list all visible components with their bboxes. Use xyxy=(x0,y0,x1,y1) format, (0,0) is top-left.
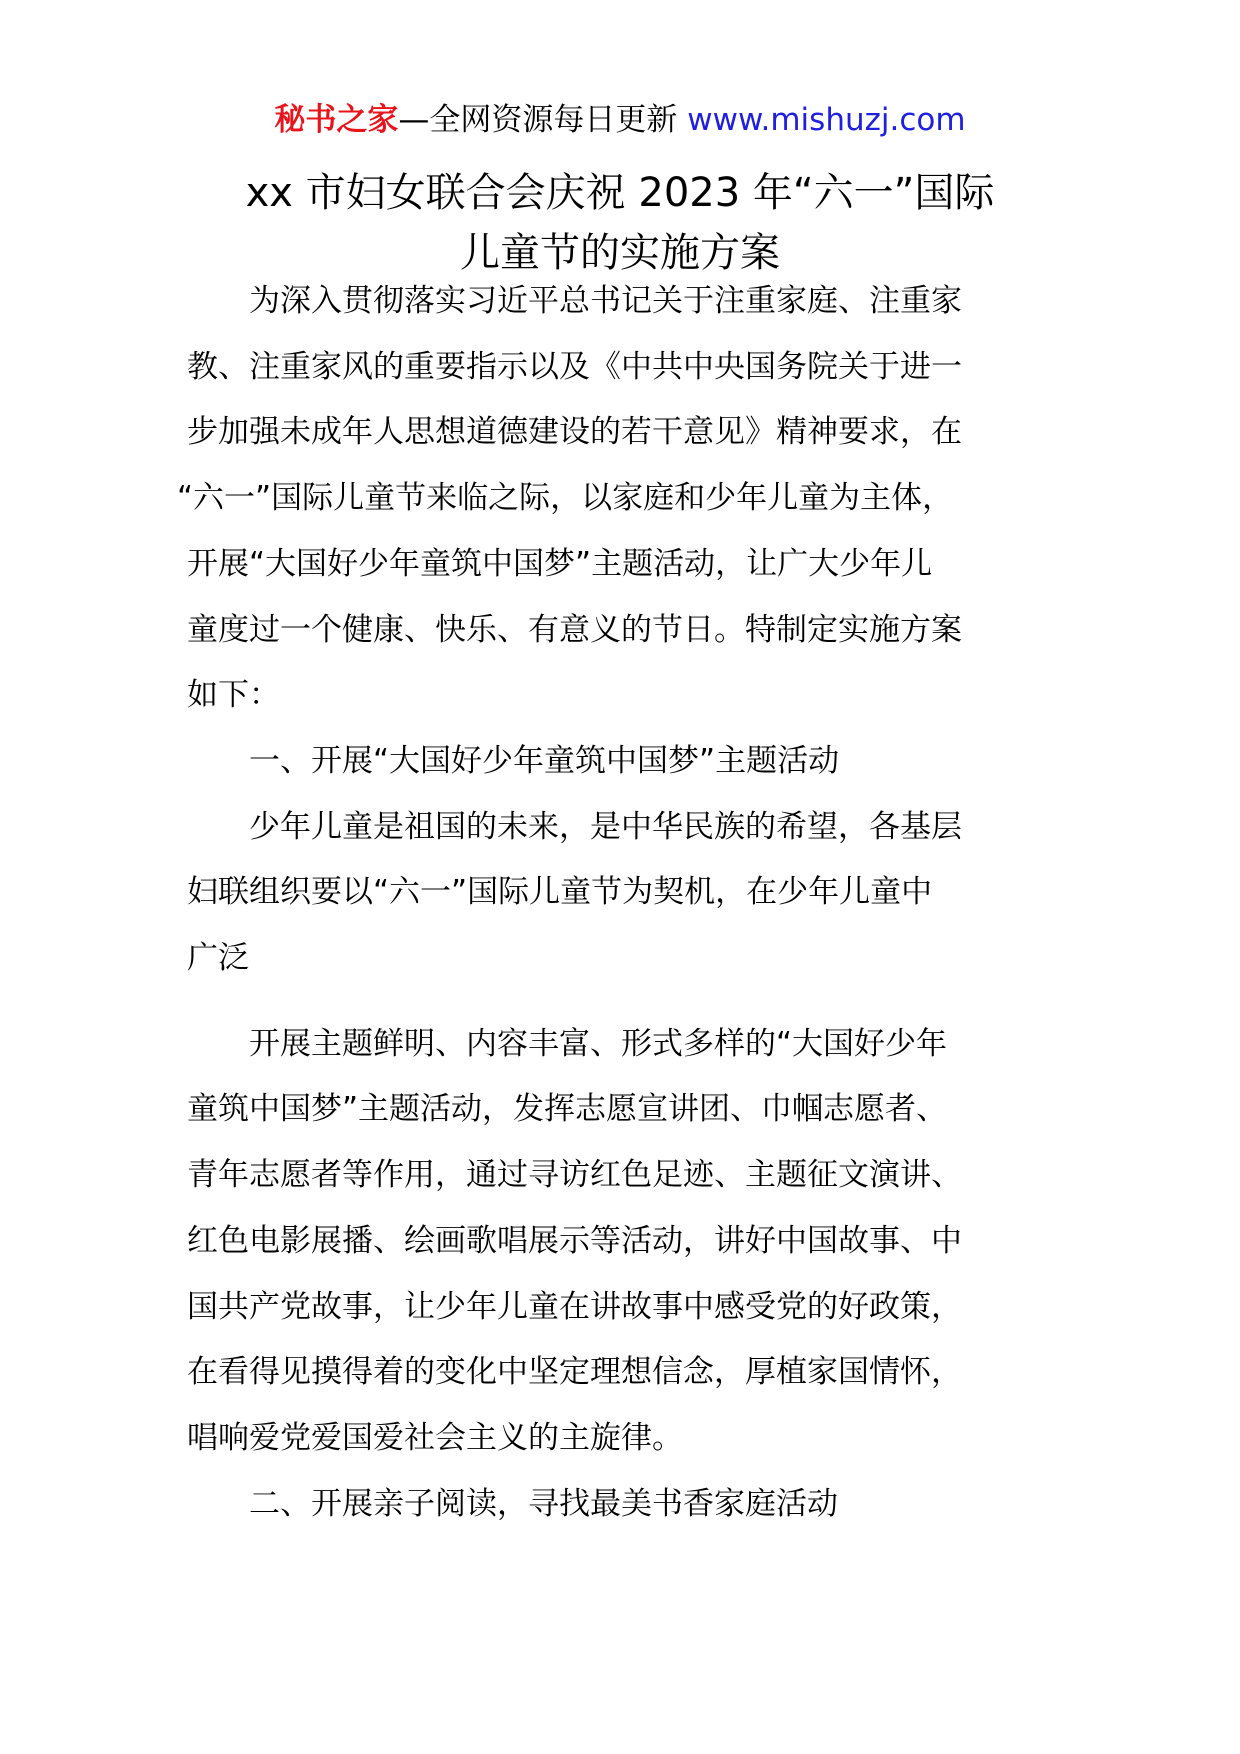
body-line: 在看得见摸得着的变化中坚定理想信念，厚植家国情怀， xyxy=(187,1354,962,1391)
section-heading: 二、开展亲子阅读，寻找最美书香家庭活动 xyxy=(187,1485,838,1522)
body-line: 开展“大国好少年童筑中国梦”主题活动，让广大少年儿 xyxy=(187,545,933,582)
body-line: 红色电影展播、绘画歌唱展示等活动，讲好中国故事、中 xyxy=(187,1222,962,1259)
title-line: xx 市妇女联合会庆祝 2023 年“六一”国际 xyxy=(245,170,995,216)
site-header xyxy=(0,100,1240,140)
body-line: 妇联组织要以“六一”国际儿童节为契机，在少年儿童中 xyxy=(187,874,933,911)
header-brand: 秘书之家 xyxy=(274,102,399,138)
body-line: 教、注重家风的重要指示以及《中共中央国务院关于进一 xyxy=(187,348,962,385)
body-line: 广泛 xyxy=(187,940,249,977)
body-line: 国共产党故事，让少年儿童在讲故事中感受党的好政策， xyxy=(187,1288,962,1325)
header-url-link[interactable]: www.mishuzj.com xyxy=(687,102,966,138)
body-line: 童筑中国梦”主题活动，发挥志愿宣讲团、巾帼志愿者、 xyxy=(187,1091,948,1128)
document-body xyxy=(177,269,1037,1537)
body-line: 童度过一个健康、快乐、有意义的节日。特制定实施方案 xyxy=(187,611,962,648)
document-title xyxy=(120,163,1120,283)
body-line: 步加强未成年人思想道德建设的若干意见》精神要求，在 xyxy=(187,414,962,451)
body-line: 如下： xyxy=(187,677,280,714)
body-line: 开展主题鲜明、内容丰富、形式多样的“大国好少年 xyxy=(187,1025,948,1062)
body-line: 为深入贯彻落实习近平总书记关于注重家庭、注重家 xyxy=(187,283,962,319)
header-tagline: —全网资源每日更新 xyxy=(398,102,688,138)
title-line: 儿童节的实施方案 xyxy=(460,230,780,276)
body-line: 唱响爱党爱国爱社会主义的主旋律。 xyxy=(187,1419,683,1456)
section-heading: 一、开展“大国好少年童筑中国梦”主题活动 xyxy=(187,742,840,779)
body-line: 少年儿童是祖国的未来，是中华民族的希望，各基层 xyxy=(187,808,962,845)
body-line: 青年志愿者等作用，通过寻访红色足迹、主题征文演讲、 xyxy=(187,1157,962,1194)
body-line: “六一”国际儿童节来临之际，以家庭和少年儿童为主体， xyxy=(177,480,954,517)
